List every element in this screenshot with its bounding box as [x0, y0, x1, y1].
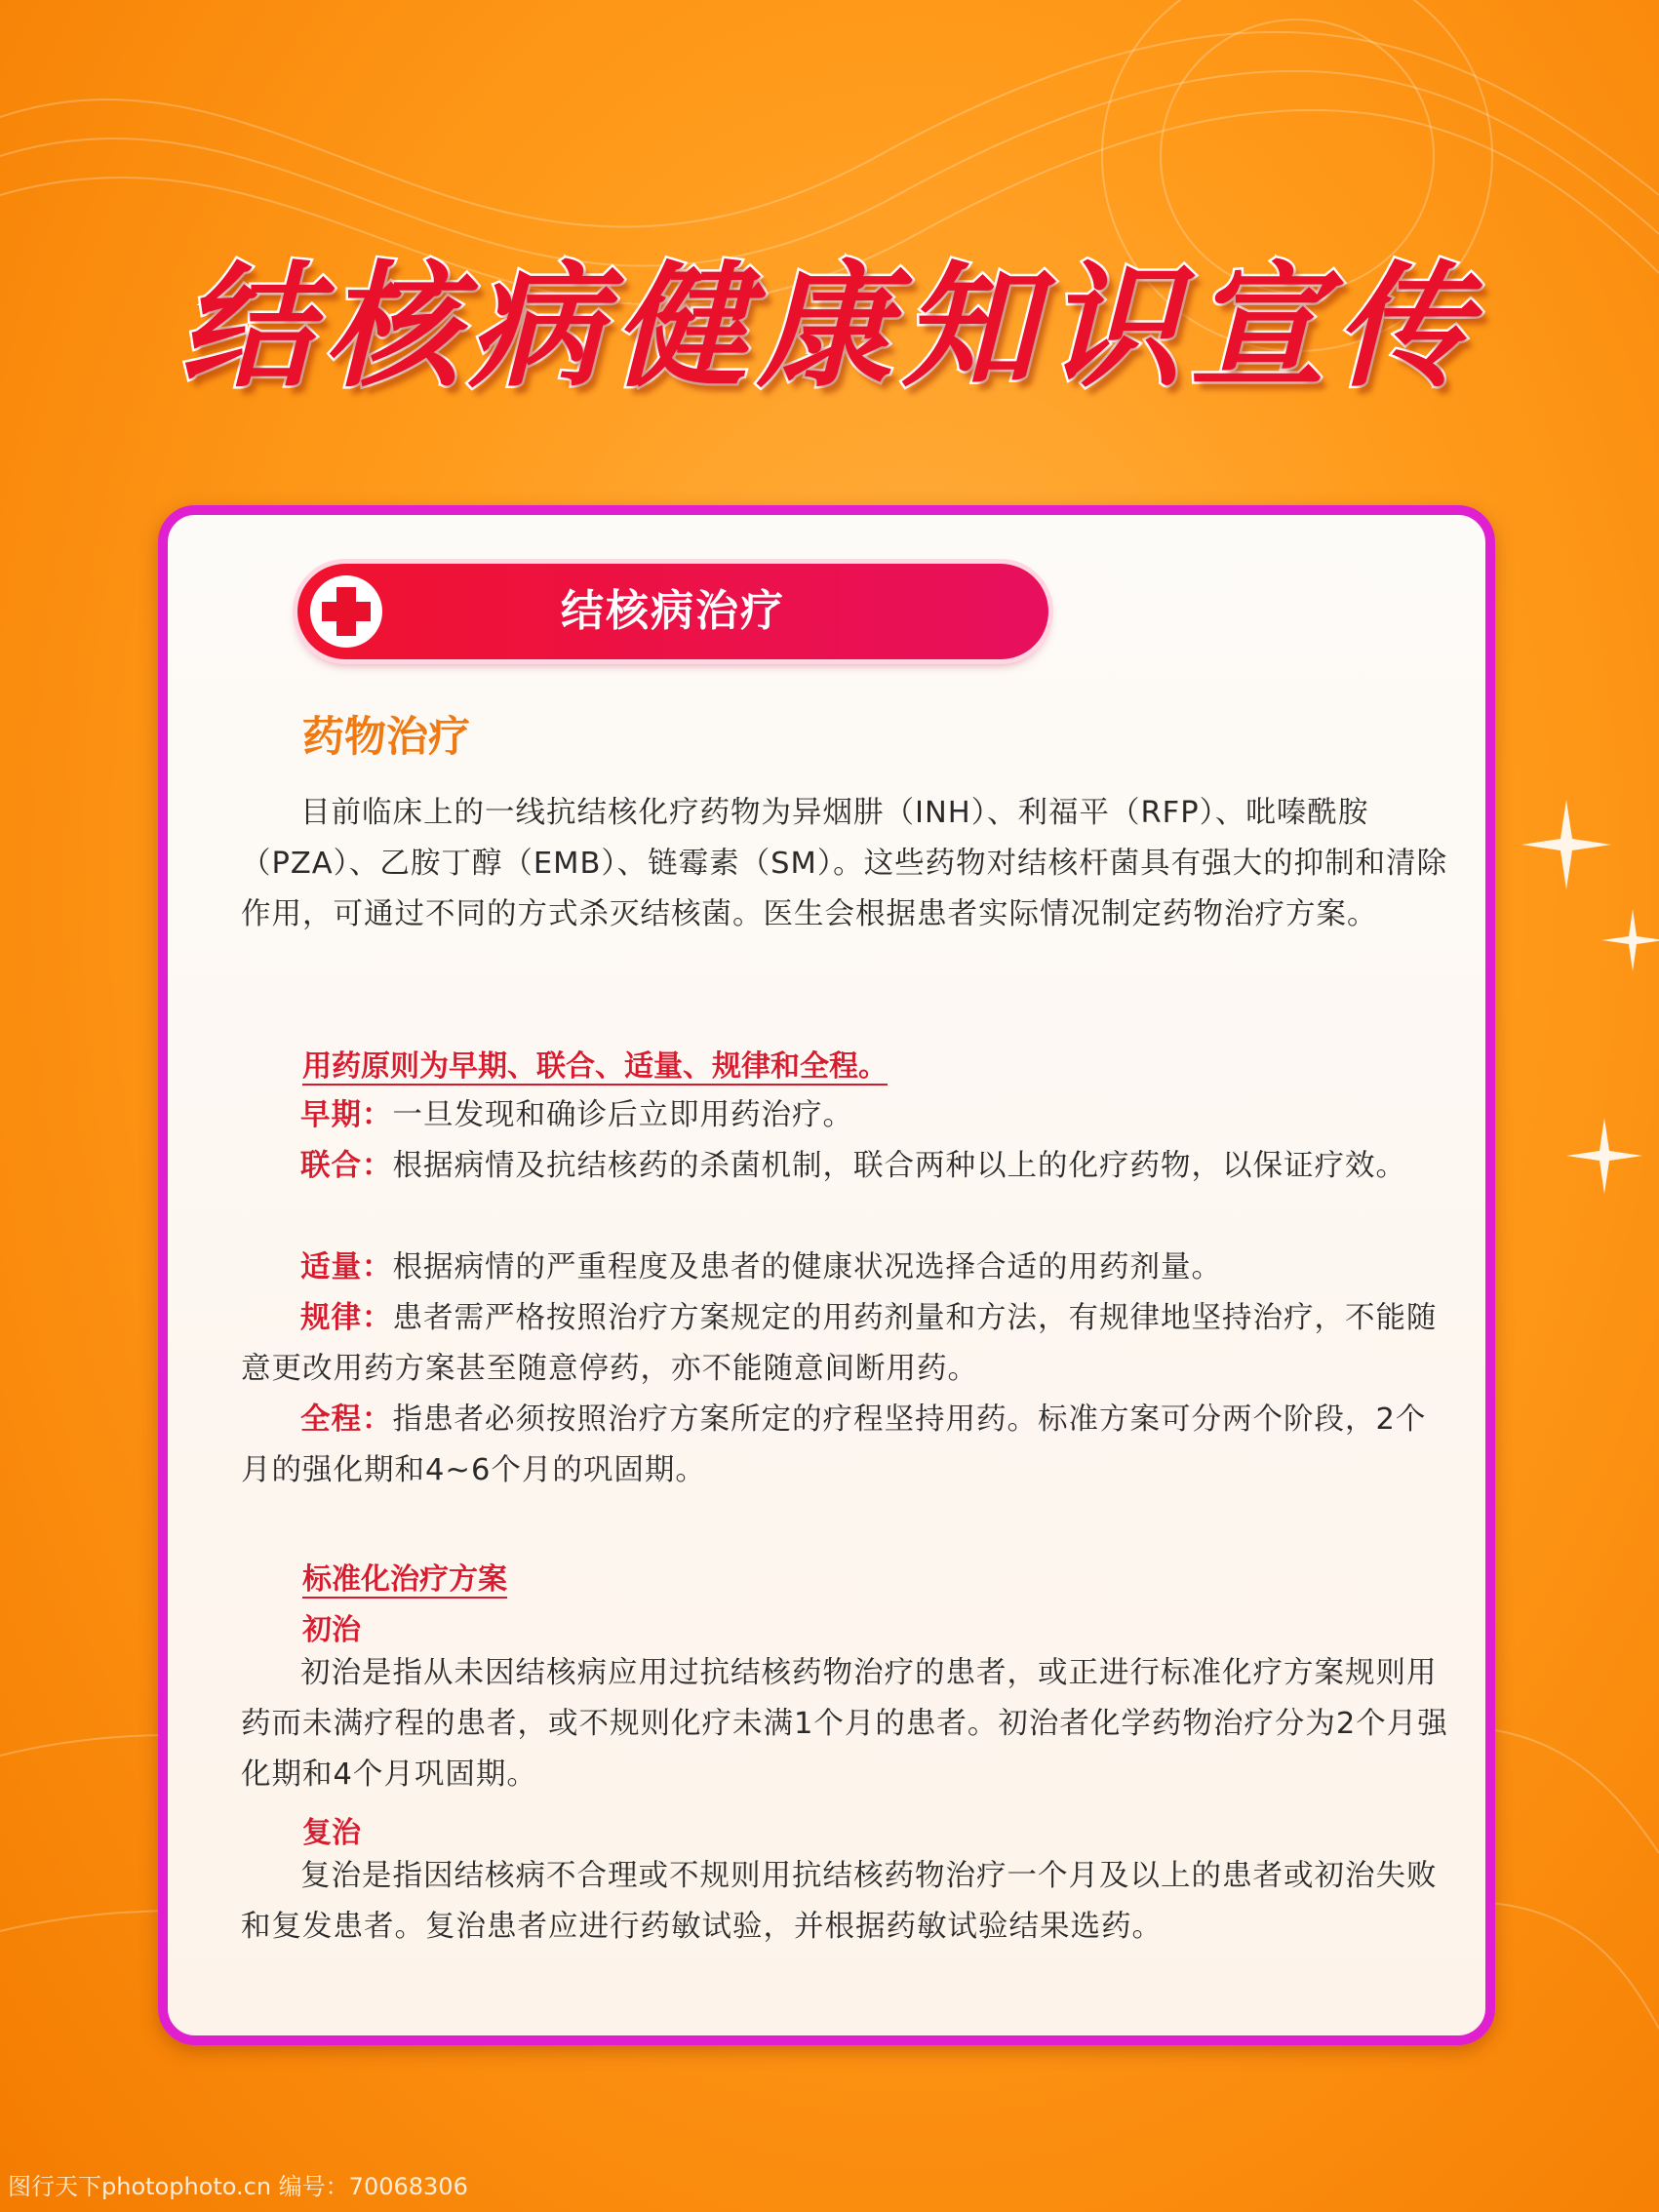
- drug-therapy-heading: 药物治疗: [302, 713, 470, 762]
- watermark: 图行天下photophoto.cn 编号：70068306: [8, 2173, 468, 2200]
- principle-label: 规律：: [300, 1301, 393, 1335]
- section-banner-title: 结核病治疗: [561, 586, 785, 636]
- principle-text: 指患者必须按照治疗方案所定的疗程坚持用药。标准方案可分两个阶段，2个月的强化期和4~6个月的巩固期。: [241, 1402, 1427, 1487]
- principle-label: 早期：: [300, 1098, 393, 1132]
- principles-heading: 用药原则为早期、联合、适量、规律和全程。: [302, 1049, 888, 1084]
- principle-text: 根据病情及抗结核药的杀菌机制，联合两种以上的化疗药物，以保证疗效。: [392, 1149, 1406, 1183]
- principle-label: 联合：: [300, 1149, 393, 1183]
- principle-dose: [241, 1243, 1455, 1293]
- principle-combined: [241, 1141, 1455, 1192]
- standard-regimen-heading: 标准化治疗方案: [302, 1562, 507, 1597]
- principle-text: 一旦发现和确诊后立即用药治疗。: [392, 1098, 853, 1132]
- retreatment-text: 复治是指因结核病不合理或不规则用抗结核药物治疗一个月及以上的患者或初治失败和复发患者。复治患者应进行药敏试验，并根据药敏试验结果选药。: [241, 1859, 1438, 1944]
- principle-label: 适量：: [300, 1250, 393, 1284]
- initial-treatment-label: 初治: [302, 1613, 361, 1647]
- retreatment-label: 复治: [302, 1816, 361, 1850]
- principle-full-course: [241, 1395, 1455, 1496]
- page-title: 结核病健康知识宣传: [179, 247, 1480, 406]
- principle-early: [241, 1090, 1455, 1141]
- principle-text: 根据病情的严重程度及患者的健康状况选择合适的用药剂量。: [392, 1250, 1222, 1284]
- principle-regular: [241, 1293, 1455, 1395]
- drug-therapy-intro: 目前临床上的一线抗结核化疗药物为异烟肼（INH）、利福平（RFP）、吡嗪酰胺（PZA）、乙胺丁醇（EMB）、链霉素（SM）。这些药物对结核杆菌具有强大的抑制和清除作用，可通过不同的方式杀灭结核菌。医生会根据患者实际情况制定药物治疗方案。: [241, 796, 1448, 931]
- principle-label: 全程：: [300, 1402, 393, 1437]
- initial-treatment-text: 初治是指从未因结核病应用过抗结核药物治疗的患者，或正进行标准化疗方案规则用药而未满疗程的患者，或不规则化疗未满1个月的患者。初治者化学药物治疗分为2个月强化期和4个月巩固期。: [241, 1656, 1448, 1792]
- principle-text: 患者需严格按照治疗方案规定的用药剂量和方法，有规律地坚持治疗，不能随意更改用药方案甚至随意停药，亦不能随意间断用药。: [241, 1301, 1438, 1386]
